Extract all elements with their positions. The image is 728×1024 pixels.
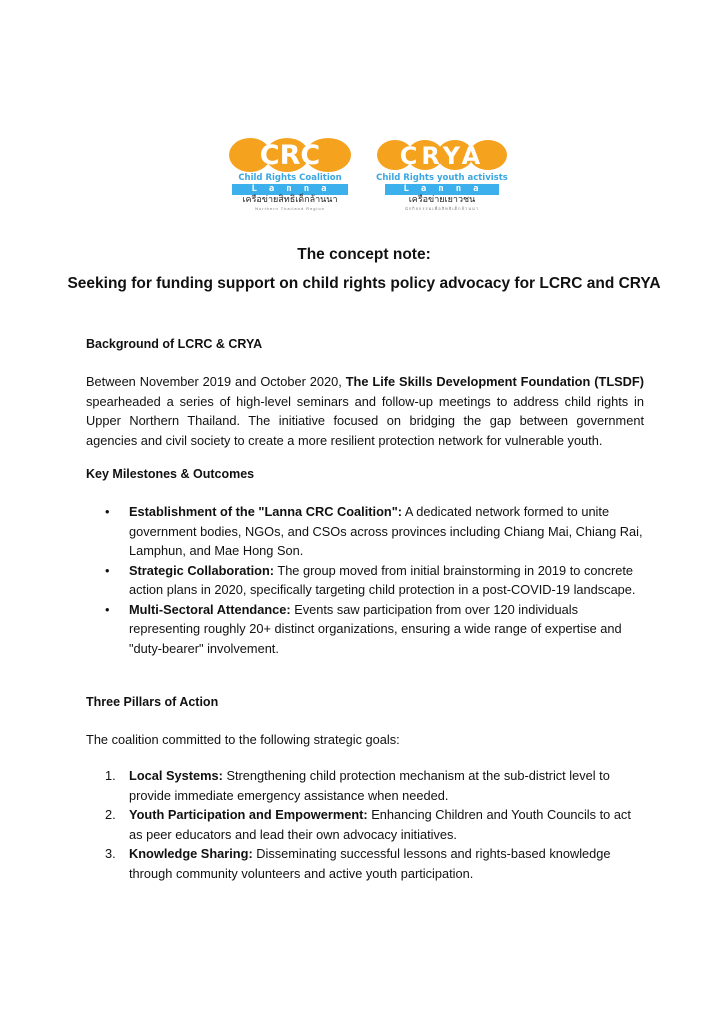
bullet-icon: • [105,504,110,519]
milestone-label: Establishment of the "Lanna CRC Coalition": [129,504,403,519]
milestone-item [86,561,646,600]
pillar-item [86,844,646,883]
pillar-item [86,766,646,805]
crya-logo [373,138,511,211]
pillars-intro: The coalition committed to the following strategic goals: [86,732,400,747]
crya-logo-letters: CRYA [399,142,485,170]
bullet-icon: • [105,601,110,617]
logo-header [0,138,728,212]
crya-logo-emblem [373,138,511,172]
pillar-label: Local Systems: [129,768,223,783]
pillars-heading: Three Pillars of Action [86,695,219,709]
crya-logo-tagline: นักกิจกรรมเพื่อสิทธิเด็กล้านนา [404,206,479,211]
pillar-number: 2. [105,807,116,822]
background-heading: Background of LCRC & CRYA [86,337,263,351]
foundation-name: The Life Skills Development Foundation (TLSDF) [345,374,644,389]
milestone-text: Events saw participation from over 120 individuals representing roughly 20+ distinct organizations, ensuring a wide range of expertise and "duty-bearer" involvement. [129,601,622,656]
pillar-text: Strengthening child protection mechanism at the sub-district level to provide immediate emergency assistance when needed. [129,768,610,803]
milestones-list [86,502,646,658]
crya-logo-thai-name: เครือข่ายเยาวชน [408,195,476,205]
pillar-number: 3. [105,846,116,861]
milestone-label: Strategic Collaboration: [129,562,275,578]
pillar-item [86,805,646,844]
crc-logo-subtitle: Child Rights Coalition [238,173,342,183]
background-text-start: Between November 2019 and October 2020, [86,374,346,389]
crc-logo-band: Lanna [232,184,348,195]
crc-logo-emblem [229,138,351,172]
document-title: The concept note: [297,246,431,263]
milestone-item [86,600,646,659]
milestone-text: The group moved from initial brainstorming in 2019 to concrete action plans in 2020, specifically targeting child protection in a post-COVID-19 landscape. [129,562,636,597]
pillar-text: Enhancing Children and Youth Councils to act as peer educators and lead their own advocacy initiatives. [129,807,631,842]
crya-logo-subtitle: Child Rights youth activists [376,173,508,183]
milestone-item [86,502,646,561]
pillar-number: 1. [105,768,116,783]
background-text-end: spearheaded a series of high-level seminars and follow-up meetings to address child rights in Upper Northern Thailand. The initiative focused on bridging the gap between government agencies and civil society to create a more resilient protection network for vulnerable youth. [86,393,644,448]
crc-logo-thai-name: เครือข่ายสิทธิเด็กล้านนา [242,195,338,205]
pillar-label: Youth Participation and Empowerment: [129,807,368,822]
milestone-label: Multi-Sectoral Attendance: [129,601,291,617]
crc-logo-letters: CRC [259,140,321,171]
milestones-heading: Key Milestones & Outcomes [86,467,255,481]
pillar-label: Knowledge Sharing: [129,846,253,861]
background-paragraph [86,372,644,450]
crya-logo-band: Lanna [385,184,499,195]
crc-logo-tagline: Northern Thailand Region [255,206,325,211]
pillars-list [86,766,646,883]
crc-logo [229,138,351,211]
milestone-text: A dedicated network formed to unite government bodies, NGOs, and CSOs across provinces including Chiang Mai, Chiang Rai, Lamphun, and Mae Hong Son. [129,504,643,558]
pillar-text: Disseminating successful lessons and rights-based knowledge through community volunteers and active youth participation. [129,846,611,881]
bullet-icon: • [105,562,110,578]
document-subtitle: Seeking for funding support on child rights policy advocacy for LCRC and CRYA [67,275,661,292]
